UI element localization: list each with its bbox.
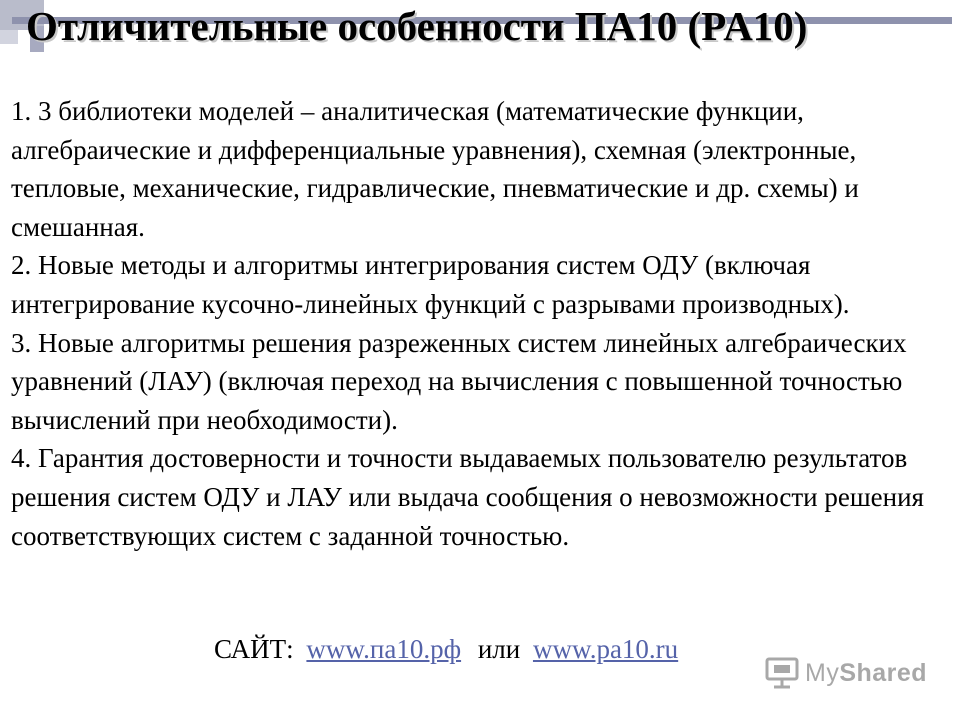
slide-body	[11, 92, 951, 555]
watermark-brand-light: My	[805, 658, 840, 687]
site-label: САЙТ:	[214, 634, 294, 664]
presentation-board-icon	[765, 657, 799, 689]
slide-title: Отличительные особенности ПА10 (PA10)	[26, 3, 808, 49]
list-item: 3. Новые алгоритмы решения разреженных систем линейных алгебраических уравнений (ЛАУ) (включая переход на вычисления с повышенной точностью вычислений при необходимости).	[11, 327, 907, 435]
site-line	[214, 630, 678, 668]
list-item: 1. 3 библиотеки моделей – аналитическая (математические функции, алгебраические и дифференциальные уравнения), схемная (электронные, тепловые, механические, гидравлические, пневматические и др. схемы) и смешанная.	[11, 96, 859, 242]
watermark-logo	[765, 654, 927, 692]
watermark-text	[805, 659, 927, 688]
site-link-ru[interactable]: www.pa10.ru	[532, 634, 679, 664]
site-link-rf[interactable]: www.па10.рф	[306, 634, 462, 664]
list-item: 4. Гарантия достоверности и точности выдаваемых пользователю результатов решения систем ОДУ и ЛАУ или выдача сообщения о невозможности решения соответствующих систем с заданной точностью.	[11, 443, 924, 551]
watermark-brand-bold: Shared	[839, 658, 928, 687]
list-item: 2. Новые методы и алгоритмы интегрирования систем ОДУ (включая интегрирование кусочно-линейных функций с разрывами производных).	[11, 250, 850, 319]
corner-decoration	[0, 30, 18, 44]
site-separator: или	[477, 634, 521, 664]
